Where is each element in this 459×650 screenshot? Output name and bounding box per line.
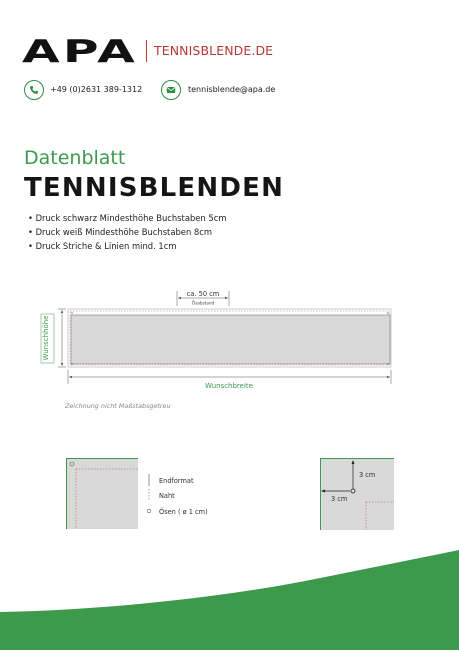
naht-mark (147, 489, 155, 501)
corner-detail-grommet (320, 458, 394, 530)
requirements-list (28, 211, 227, 253)
logo-divider (146, 40, 147, 62)
banner-diagram (38, 282, 408, 392)
requirement-item: • Druck schwarz Mindesthöhe Buchstaben 5cm (28, 211, 227, 225)
apa-logo (22, 37, 140, 65)
legend-endformat: Endformat (159, 477, 194, 485)
requirement-item: • Druck Striche & Linien mind. 1cm (28, 239, 227, 253)
banner-inner (71, 315, 390, 364)
corner-detail-seam (66, 458, 138, 529)
phone-icon (24, 80, 44, 100)
legend-naht: Naht (159, 492, 175, 500)
doc-title: TENNISBLENDEN (24, 173, 285, 203)
doc-subtitle: Datenblatt (24, 147, 126, 169)
legend-oesen: Ösen ( ø 1 cm) (159, 508, 208, 516)
requirement-item: • Druck weiß Mindesthöhe Buchstaben 8cm (28, 225, 227, 239)
mail-icon (161, 80, 181, 100)
height-label: Wunschhöhe (42, 315, 50, 361)
width-label: Wunschbreite (205, 382, 253, 390)
oesen-mark (147, 506, 155, 518)
footer-wave (0, 548, 459, 650)
spacing-label: ca. 50 cm (186, 290, 220, 298)
email-address[interactable]: tennisblende@apa.de (188, 85, 276, 94)
vertical-distance-label: 3 cm (359, 471, 376, 479)
brand-url[interactable]: TENNISBLENDE.DE (154, 43, 274, 58)
horizontal-distance-label: 3 cm (331, 495, 348, 503)
scale-note: Zeichnung nicht Maßstabsgetreu (65, 402, 171, 410)
endformat-mark (147, 474, 155, 486)
phone-number[interactable]: +49 (0)2631 389-1312 (50, 85, 143, 94)
spacing-sublabel: Ösabstand (191, 300, 215, 306)
svg-text:APA: APA (22, 37, 138, 65)
